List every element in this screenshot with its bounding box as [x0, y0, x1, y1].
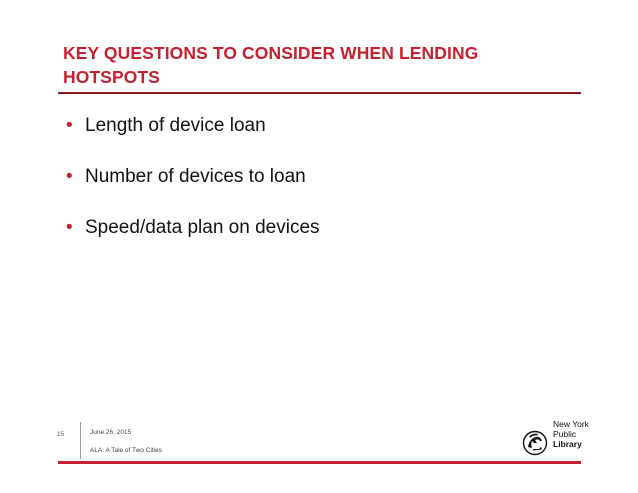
bullet-item	[66, 114, 320, 165]
bullet-text: Length of device loan	[85, 115, 266, 136]
bullet-text: Number of devices to loan	[85, 166, 306, 187]
footer-divider	[80, 422, 81, 459]
bullet-list	[66, 114, 320, 267]
slide-title-line-2: HOTSPOTS	[63, 67, 161, 87]
slide-title	[63, 41, 563, 89]
footer-date: June 26, 2015	[90, 429, 132, 436]
logo-line-3: Library	[553, 439, 582, 449]
bullet-item	[66, 216, 320, 267]
slide-title-line-1: KEY QUESTIONS TO CONSIDER WHEN LENDING	[63, 43, 479, 63]
bullet-item	[66, 165, 320, 216]
bullet-text: Speed/data plan on devices	[85, 217, 320, 238]
logo-line-2: Public	[553, 429, 577, 439]
bullet-marker: •	[66, 217, 73, 238]
bullet-marker: •	[66, 166, 73, 187]
bullet-marker: •	[66, 115, 73, 136]
page-number: 15	[57, 431, 65, 438]
footer-rule	[58, 461, 581, 464]
footer-subtitle: ALA: A Tale of Two Cities	[90, 447, 163, 454]
logo-wordmark	[553, 419, 589, 449]
logo-line-1: New York	[553, 419, 589, 429]
title-divider	[58, 92, 581, 94]
